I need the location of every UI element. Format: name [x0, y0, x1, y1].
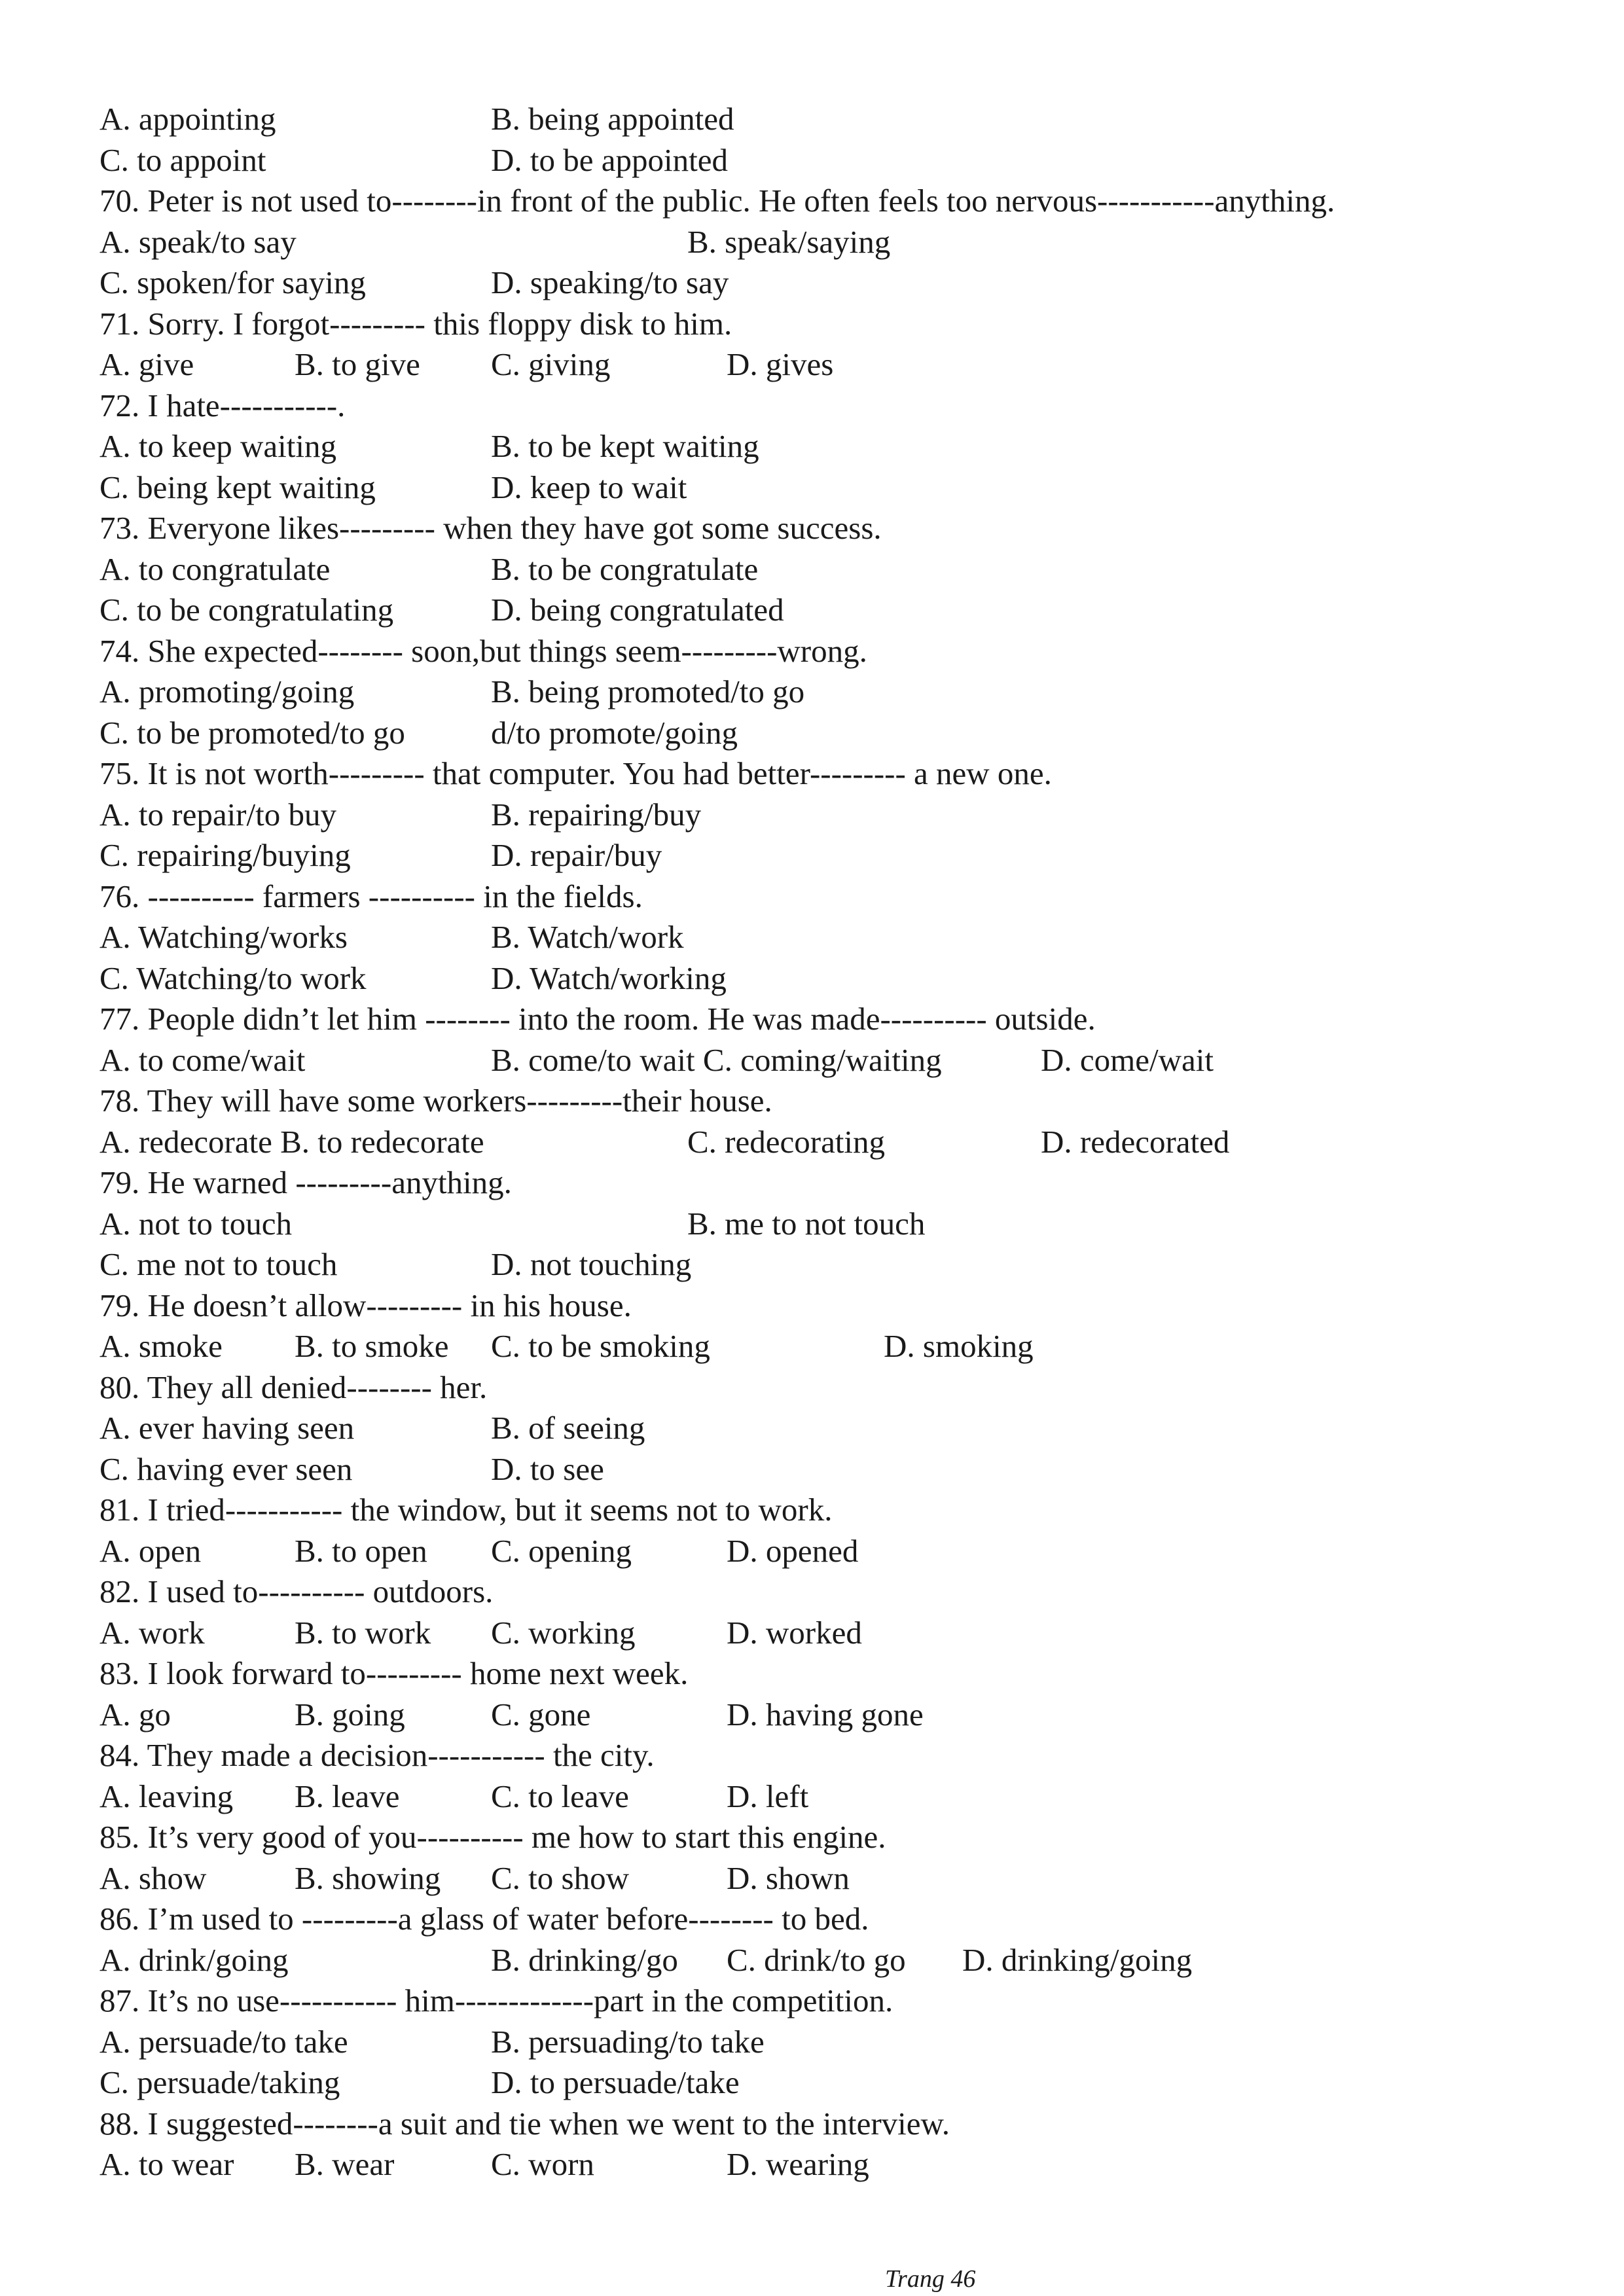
answer-option: C. opening [491, 1532, 632, 1569]
question-text [0, 630, 1624, 672]
answer-option: D. drinking/going [962, 1941, 1193, 1978]
answer-option: B. being appointed [491, 101, 734, 137]
question-text [0, 1898, 1624, 1939]
answer-option: D. not touching [491, 1246, 692, 1282]
answer-option: A. to repair/to buy [99, 796, 336, 833]
question-stem: 75. It is not worth--------- that computer. You had better--------- a new one. [99, 755, 1052, 791]
answer-option: B. being promoted/to go [491, 673, 805, 709]
answer-options [0, 344, 1624, 385]
answer-option: D. to see [491, 1450, 604, 1487]
answer-options [0, 1244, 1624, 1285]
answer-options [0, 1939, 1624, 1981]
question-text [0, 876, 1624, 917]
answer-options [0, 589, 1624, 630]
answer-option: C. Watching/to work [99, 960, 367, 996]
answer-option: D. repair/buy [491, 837, 662, 873]
answer-option: C. me not to touch [99, 1246, 338, 1282]
answer-options [0, 916, 1624, 958]
answer-options [0, 139, 1624, 181]
answer-option: B. persuading/to take [491, 2023, 765, 2060]
answer-options [0, 425, 1624, 467]
question-text [0, 753, 1624, 794]
answer-option: A. to wear [99, 2146, 234, 2182]
answer-option: B. leave [295, 1778, 400, 1814]
answer-option: C. to show [491, 1859, 630, 1896]
answer-option: A. smoke [99, 1328, 223, 1364]
answer-option: D. left [727, 1778, 809, 1814]
answer-options [0, 712, 1624, 753]
answer-option: B. going [295, 1696, 405, 1732]
answer-option: B. wear [295, 2146, 395, 2182]
answer-option: A. give [99, 346, 194, 382]
answer-options [0, 1448, 1624, 1490]
answer-option: B. of seeing [491, 1410, 645, 1446]
answer-options [0, 221, 1624, 262]
answer-option: A. promoting/going [99, 673, 355, 709]
answer-option: D. Watch/working [491, 960, 727, 996]
question-stem: 83. I look forward to--------- home next week. [99, 1655, 689, 1691]
question-stem: 78. They will have some workers---------their house. [99, 1083, 772, 1119]
question-stem: 79. He doesn’t allow--------- in his house. [99, 1287, 632, 1323]
answer-options [0, 2144, 1624, 2185]
answer-option: B. speak/saying [687, 223, 891, 260]
question-stem: 73. Everyone likes--------- when they have got some success. [99, 510, 882, 546]
answer-options [0, 834, 1624, 876]
question-text [0, 1489, 1624, 1530]
answer-options [0, 1203, 1624, 1244]
question-text [0, 507, 1624, 548]
answer-option: B. showing [295, 1859, 441, 1896]
answer-options [0, 1325, 1624, 1367]
answer-option: D. to persuade/take [491, 2064, 740, 2100]
answer-option: A. persuade/to take [99, 2023, 348, 2060]
answer-option: A. not to touch [99, 1205, 292, 1242]
question-text [0, 998, 1624, 1039]
answer-options [0, 1857, 1624, 1899]
answer-option: B. repairing/buy [491, 796, 702, 833]
answer-option: D. having gone [727, 1696, 924, 1732]
answer-options [0, 1407, 1624, 1448]
question-text [0, 1816, 1624, 1857]
answer-option: C. persuade/taking [99, 2064, 340, 2100]
question-stem: 88. I suggested--------a suit and tie when we went to the interview. [99, 2105, 950, 2142]
question-text [0, 385, 1624, 426]
question-stem: 81. I tried----------- the window, but it seems not to work. [99, 1492, 833, 1528]
question-stem: 86. I’m used to ---------a glass of water before-------- to bed. [99, 1901, 869, 1937]
answer-options [0, 467, 1624, 508]
answer-options [0, 671, 1624, 712]
question-stem: 87. It’s no use----------- him-------------part in the competition. [99, 1982, 893, 2018]
answer-option: D. shown [727, 1859, 850, 1896]
answer-options [0, 2021, 1624, 2062]
answer-options [0, 794, 1624, 835]
answer-option: D. opened [727, 1532, 859, 1569]
question-stem: 80. They all denied-------- her. [99, 1369, 488, 1405]
answer-option: A. work [99, 1614, 205, 1651]
answer-options [0, 98, 1624, 139]
answer-option: C. to leave [491, 1778, 629, 1814]
answer-option: A. drink/going [99, 1941, 289, 1978]
question-text [0, 1571, 1624, 1612]
answer-option: B. drinking/go [491, 1941, 678, 1978]
answer-option: B. to work [295, 1614, 431, 1651]
answer-option: C. working [491, 1614, 636, 1651]
answer-options [0, 548, 1624, 590]
answer-option: A. ever having seen [99, 1410, 355, 1446]
question-text [0, 1653, 1624, 1694]
answer-option: C. worn [491, 2146, 594, 2182]
answer-option: A. appointing [99, 101, 276, 137]
answer-option: C. redecorating [687, 1123, 886, 1160]
answer-option: C. to appoint [99, 141, 266, 178]
answer-option: A. to come/wait [99, 1041, 306, 1078]
answer-option: B. to be kept waiting [491, 428, 759, 464]
question-stem: 71. Sorry. I forgot--------- this floppy disk to him. [99, 305, 732, 342]
answer-option: C. spoken/for saying [99, 264, 366, 300]
answer-option: C. giving [491, 346, 611, 382]
answer-options [0, 1121, 1624, 1162]
question-stem: 79. He warned ---------anything. [99, 1164, 512, 1200]
question-stem: 72. I hate-----------. [99, 387, 346, 423]
answer-option: C. to be smoking [491, 1328, 710, 1364]
question-stem: 84. They made a decision----------- the city. [99, 1737, 655, 1773]
question-text [0, 1285, 1624, 1326]
question-text [0, 1367, 1624, 1408]
question-text [0, 1734, 1624, 1776]
answer-option: D. worked [727, 1614, 862, 1651]
question-stem: 85. It’s very good of you---------- me how to start this engine. [99, 1819, 886, 1855]
answer-options [0, 1612, 1624, 1653]
answer-option: C. repairing/buying [99, 837, 351, 873]
answer-option: C. being kept waiting [99, 469, 376, 505]
answer-option: B. come/to wait C. coming/waiting [491, 1041, 942, 1078]
answer-option: A. to keep waiting [99, 428, 336, 464]
question-stem: 76. ---------- farmers ---------- in the fields. [99, 878, 643, 914]
answer-option: A. open [99, 1532, 202, 1569]
question-text [0, 303, 1624, 344]
answer-option: D. wearing [727, 2146, 869, 2182]
answer-option: C. drink/to go [727, 1941, 906, 1978]
answer-option: D. gives [727, 346, 834, 382]
answer-option: A. redecorate B. to redecorate [99, 1123, 484, 1160]
answer-option: C. to be promoted/to go [99, 714, 405, 751]
answer-option: C. to be congratulating [99, 592, 394, 628]
answer-option: D. redecorated [1041, 1123, 1230, 1160]
answer-option: C. gone [491, 1696, 591, 1732]
answer-option: A. speak/to say [99, 223, 297, 260]
answer-options [0, 1530, 1624, 1571]
question-text [0, 2103, 1624, 2144]
question-stem: 77. People didn’t let him -------- into the room. He was made---------- outside. [99, 1001, 1096, 1037]
question-text [0, 1980, 1624, 2021]
question-stem: 82. I used to---------- outdoors. [99, 1573, 494, 1609]
answer-option: B. to give [295, 346, 420, 382]
answer-option: C. having ever seen [99, 1450, 353, 1487]
answer-option: A. go [99, 1696, 171, 1732]
answer-option: D. smoking [884, 1328, 1034, 1364]
answer-option: B. to open [295, 1532, 427, 1569]
answer-option: B. Watch/work [491, 919, 684, 955]
answer-option: D. keep to wait [491, 469, 687, 505]
question-text [0, 180, 1624, 221]
answer-option: B. to smoke [295, 1328, 449, 1364]
answer-options [0, 2062, 1624, 2103]
question-text [0, 1162, 1624, 1203]
answer-option: D. come/wait [1041, 1041, 1214, 1078]
answer-options [0, 262, 1624, 303]
answer-options [0, 1039, 1624, 1081]
answer-options [0, 1694, 1624, 1735]
answer-option: D. to be appointed [491, 141, 728, 178]
page-footer: Trang 46 [885, 2265, 976, 2293]
answer-option: A. show [99, 1859, 207, 1896]
question-text [0, 1080, 1624, 1121]
question-stem: 70. Peter is not used to--------in front of the public. He often feels too nervous-----------anything. [99, 183, 1335, 219]
answer-option: A. leaving [99, 1778, 234, 1814]
answer-option: d/to promote/going [491, 714, 738, 751]
answer-options [0, 958, 1624, 999]
answer-option: D. being congratulated [491, 592, 784, 628]
answer-option: D. speaking/to say [491, 264, 729, 300]
question-stem: 74. She expected-------- soon,but things seem---------wrong. [99, 632, 867, 669]
answer-option: A. to congratulate [99, 550, 331, 587]
answer-option: A. Watching/works [99, 919, 348, 955]
answer-option: B. me to not touch [687, 1205, 926, 1242]
answer-option: B. to be congratulate [491, 550, 759, 587]
answer-options [0, 1776, 1624, 1817]
